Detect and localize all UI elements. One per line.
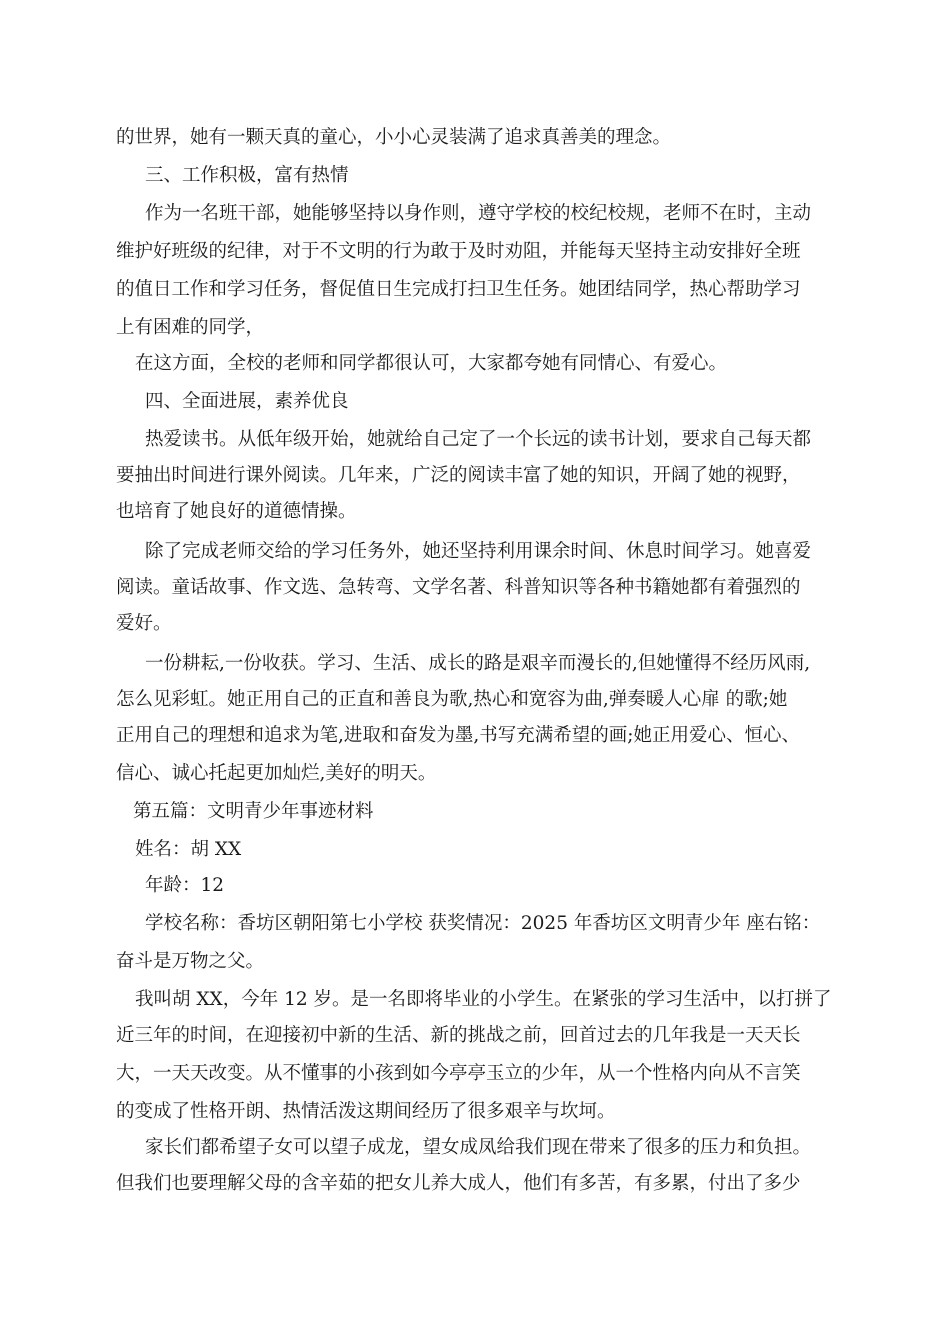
text-line: 近三年的时间，在迎接初中新的生活、新的挑战之前，回首过去的几年我是一天天长 (116, 1025, 801, 1046)
text-line: 怎么见彩虹。她正用自己的正直和善良为歌,热心和宽容为曲,弹奏暖人心扉 的歌;她 (116, 689, 788, 710)
text-line: 的世界，她有一颗天真的童心，小小心灵装满了追求真善美的理念。 (116, 127, 672, 148)
text-line: 的值日工作和学习任务，督促值日生完成打扫卫生任务。她团结同学，热心帮助学习 (116, 279, 801, 300)
section-heading: 三、工作积极，富有热情 (145, 165, 349, 186)
section-heading: 四、全面进展，素养优良 (145, 391, 349, 412)
text-line: 家长们都希望子女可以望子成龙，望女成凤给我们现在带来了很多的压力和负担。 (145, 1137, 812, 1158)
text-line: 维护好班级的纪律，对于不文明的行为敢于及时劝阻，并能每天坚持主动安排好全班 (116, 241, 801, 262)
text-line: 爱好。 (116, 613, 172, 634)
text-line: 除了完成老师交给的学习任务外，她还坚持利用课余时间、休息时间学习。她喜爱 (145, 541, 812, 562)
text-line: 一份耕耘,一份收获。学习、生活、成长的路是艰辛而漫长的,但她懂得不经历风雨, (145, 653, 811, 674)
age-field: 年龄：12 (145, 875, 225, 896)
text-line: 的变成了性格开朗、热情活泼这期间经历了很多艰辛与坎坷。 (116, 1101, 616, 1122)
text-line: 信心、诚心托起更加灿烂,美好的明天。 (116, 763, 437, 784)
text-line: 也培育了她良好的道德情操。 (116, 501, 357, 522)
text-line: 但我们也要理解父母的含辛茹的把女儿养大成人，他们有多苦，有多累，付出了多少 (116, 1173, 801, 1194)
text-line: 我叫胡 XX，今年 12 岁。是一名即将毕业的小学生。在紧张的学习生活中，以打拼了 (135, 989, 832, 1010)
text-line: 作为一名班干部，她能够坚持以身作则，遵守学校的校纪校规，老师不在时，主动 (145, 203, 812, 224)
text-line: 正用自己的理想和追求为笔,进取和奋发为墨,书写充满希望的画;她正用爱心、恒心、 (116, 725, 800, 746)
text-line: 奋斗是万物之父。 (116, 951, 265, 972)
name-field: 姓名：胡 XX (135, 839, 242, 860)
text-line: 热爱读书。从低年级开始，她就给自己定了一个长远的读书计划，要求自己每天都 (145, 429, 812, 450)
text-line: 阅读。童话故事、作文选、急转弯、文学名著、科普知识等各种书籍她都有着强烈的 (116, 577, 801, 598)
text-line: 大，一天天改变。从不懂事的小孩到如今亭亭玉立的少年，从一个性格内向从不言笑 (116, 1063, 801, 1084)
text-line: 上有困难的同学， (116, 317, 265, 338)
text-line: 在这方面，全校的老师和同学都很认可，大家都夸她有同情心、有爱心。 (135, 353, 728, 374)
article-title: 第五篇：文明青少年事迹材料 (133, 801, 374, 822)
school-field: 学校名称：香坊区朝阳第七小学校 获奖情况：2025 年香坊区文明青少年 座右铭： (145, 913, 821, 934)
text-line: 要抽出时间进行课外阅读。几年来，广泛的阅读丰富了她的知识，开阔了她的视野， (116, 465, 801, 486)
